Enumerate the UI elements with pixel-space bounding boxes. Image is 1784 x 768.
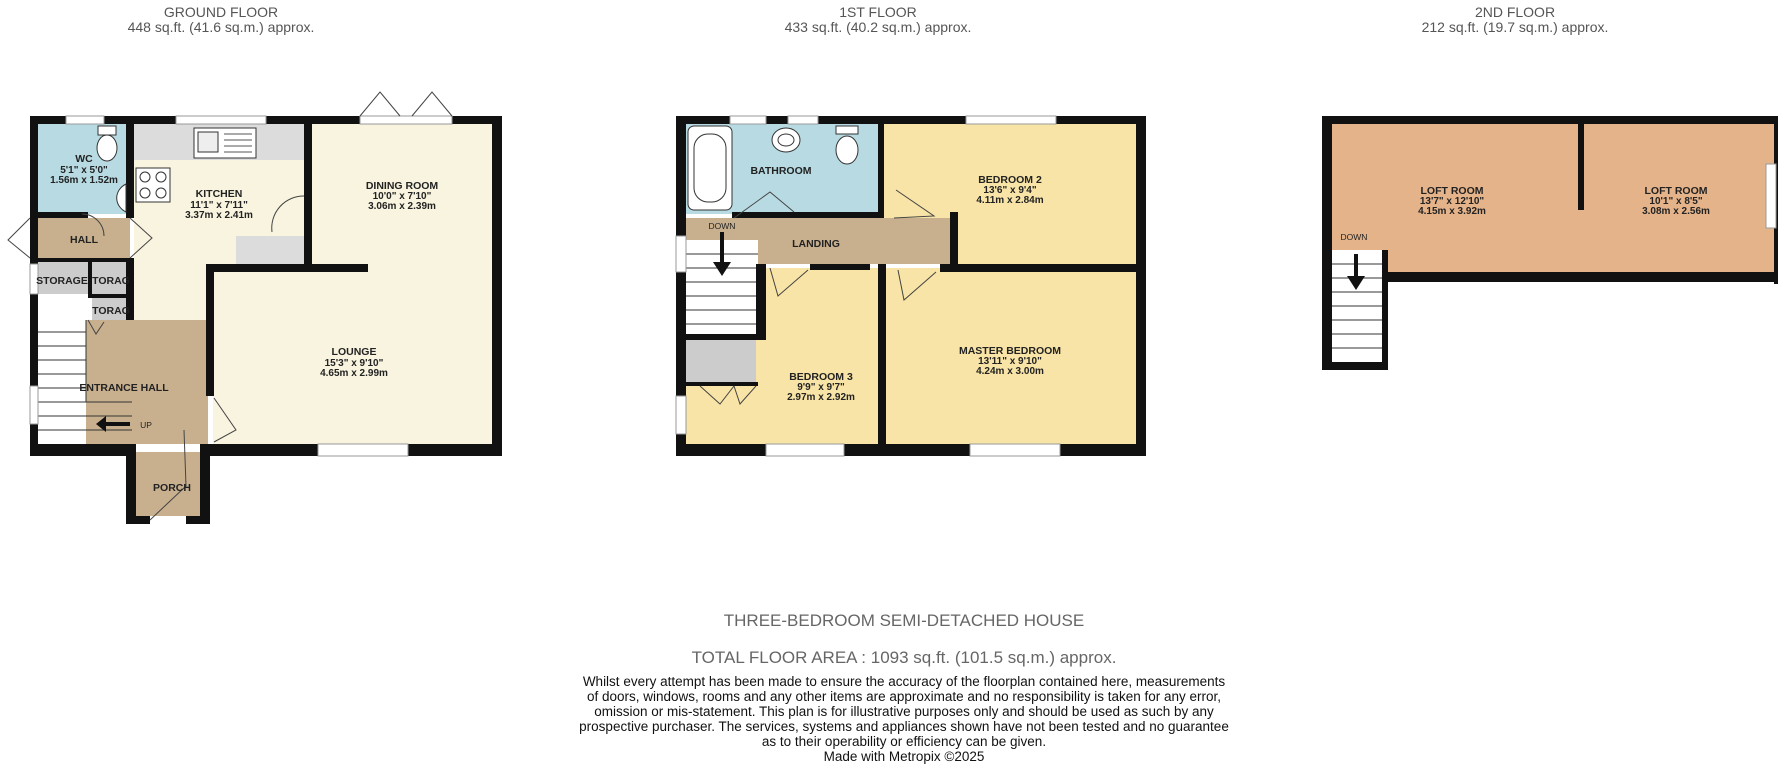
bedroom-2-imperial: 13'6" x 9'4" xyxy=(983,185,1037,196)
lounge-name: LOUNGE xyxy=(331,346,377,358)
storage-name-3: TORAG xyxy=(92,305,130,317)
dining-room-imperial: 10'0" x 7'10" xyxy=(372,191,432,202)
first-floor-area: 433 sq.ft. (40.2 sq.m.) approx. xyxy=(784,19,972,35)
kitchen-sink-icon xyxy=(194,128,256,158)
ground-floor-plan xyxy=(8,92,502,524)
lounge-metric: 4.65m x 2.99m xyxy=(320,368,388,379)
storage-name-2: TORAG xyxy=(92,275,130,287)
loft-room-2-label xyxy=(1642,185,1710,217)
second-floor-area: 212 sq.ft. (19.7 sq.m.) approx. xyxy=(1421,19,1609,35)
kitchen-name: KITCHEN xyxy=(195,188,243,200)
total-floor-area: TOTAL FLOOR AREA : 1093 sq.ft. (101.5 sq.m.) approx. xyxy=(691,648,1117,667)
dining-room-metric: 3.06m x 2.39m xyxy=(368,201,436,212)
disclaimer-line-1: Whilst every attempt has been made to ensure the accuracy of the floorplan contained here, measurements xyxy=(582,674,1226,689)
bathroom-window-1 xyxy=(730,116,766,124)
bathroom-toilet-icon xyxy=(836,126,858,164)
bathroom-window-2 xyxy=(788,116,818,124)
stairs-up-label: UP xyxy=(140,420,152,430)
bedroom-2-window xyxy=(966,116,1056,124)
wardrobe-fill xyxy=(686,338,756,384)
wc-toilet-icon xyxy=(97,126,117,161)
loft-room-1-name: LOFT ROOM xyxy=(1420,185,1484,197)
loft-fill xyxy=(1332,124,1776,272)
first-floor-plan xyxy=(676,116,1146,456)
first-floor-title: 1ST FLOOR xyxy=(839,4,917,20)
second-floor-header xyxy=(1422,4,1609,35)
bedroom-3-name: BEDROOM 3 xyxy=(789,371,853,383)
lounge-window xyxy=(318,444,408,456)
wc-window xyxy=(66,116,104,124)
ground-floor-title: GROUND FLOOR xyxy=(163,4,279,20)
master-window xyxy=(970,444,1060,456)
master-bedroom-name: MASTER BEDROOM xyxy=(958,345,1062,357)
disclaimer-line-4: prospective purchaser. The services, systems and appliances shown have not been tested and no guarantee xyxy=(579,719,1229,734)
hob-icon xyxy=(136,168,170,202)
hall-name: HALL xyxy=(70,234,98,246)
bathroom-basin-icon xyxy=(772,128,800,152)
first-floor-header xyxy=(785,4,972,35)
master-bedroom-imperial: 13'11" x 9'10" xyxy=(978,356,1042,367)
loft-room-2-imperial: 10'1" x 8'5" xyxy=(1649,196,1703,207)
second-floor-title: 2ND FLOOR xyxy=(1474,4,1556,20)
porch-name: PORCH xyxy=(153,482,191,494)
landing-name: LANDING xyxy=(792,238,840,250)
bedroom-2-label xyxy=(976,174,1043,206)
loft-room-2-name: LOFT ROOM xyxy=(1644,185,1708,197)
landing-window xyxy=(676,236,686,272)
loft-room-1-metric: 4.15m x 3.92m xyxy=(1418,206,1486,217)
bathroom-name: BATHROOM xyxy=(750,165,812,177)
bedroom-2-metric: 4.11m x 2.84m xyxy=(976,195,1044,206)
footer xyxy=(579,611,1229,764)
loft-room-1-label xyxy=(1418,185,1486,217)
loft-room-2-metric: 3.08m x 2.56m xyxy=(1642,206,1710,217)
kitchen-imperial: 11'1" x 7'11" xyxy=(190,200,248,211)
kitchen-unit xyxy=(236,236,304,266)
dining-room-name: DINING ROOM xyxy=(365,180,439,192)
wc-name: WC xyxy=(75,153,93,165)
bedroom-3-imperial: 9'9" x 9'7" xyxy=(797,382,845,393)
wc-metric: 1.56m x 1.52m xyxy=(50,175,118,186)
ground-floor-area: 448 sq.ft. (41.6 sq.m.) approx. xyxy=(127,19,315,35)
entrance-window xyxy=(30,386,38,424)
property-title: THREE-BEDROOM SEMI-DETACHED HOUSE xyxy=(723,611,1085,630)
entrance-hall-name: ENTRANCE HALL xyxy=(79,382,169,394)
disclaimer-line-5: as to their operability or efficiency can be given. xyxy=(761,734,1047,749)
kitchen-metric: 3.37m x 2.41m xyxy=(185,210,253,221)
bathtub-icon xyxy=(688,126,732,210)
wc-imperial: 5'1" x 5'0" xyxy=(60,165,108,176)
bedroom-3-side-window xyxy=(676,396,686,434)
bedroom-3-metric: 2.97m x 2.92m xyxy=(787,392,855,403)
dining-room-label xyxy=(366,180,439,212)
master-bedroom-metric: 4.24m x 3.00m xyxy=(976,366,1044,377)
second-floor-plan xyxy=(1322,116,1778,370)
bedroom-2-name: BEDROOM 2 xyxy=(978,174,1042,186)
stairs-down-label-first: DOWN xyxy=(708,221,736,231)
storage-name-1: STORAGE xyxy=(36,275,88,287)
loft-window xyxy=(1766,164,1776,228)
ground-floor-header xyxy=(128,4,315,35)
stairs-down-label-second: DOWN xyxy=(1340,232,1368,242)
lounge-imperial: 15'3" x 9'10" xyxy=(324,358,384,369)
kitchen-window xyxy=(176,116,266,124)
disclaimer-line-2: of doors, windows, rooms and any other items are approximate and no responsibility is taken for any error, xyxy=(586,689,1222,704)
credit: Made with Metropix ©2025 xyxy=(823,749,985,764)
bedroom-3-window xyxy=(766,444,844,456)
dining-french-doors xyxy=(360,116,452,124)
loft-room-1-imperial: 13'7" x 12'10" xyxy=(1419,196,1485,207)
disclaimer-line-3: omission or mis-statement. This plan is for illustrative purposes only and should be used as such by any xyxy=(594,704,1214,719)
